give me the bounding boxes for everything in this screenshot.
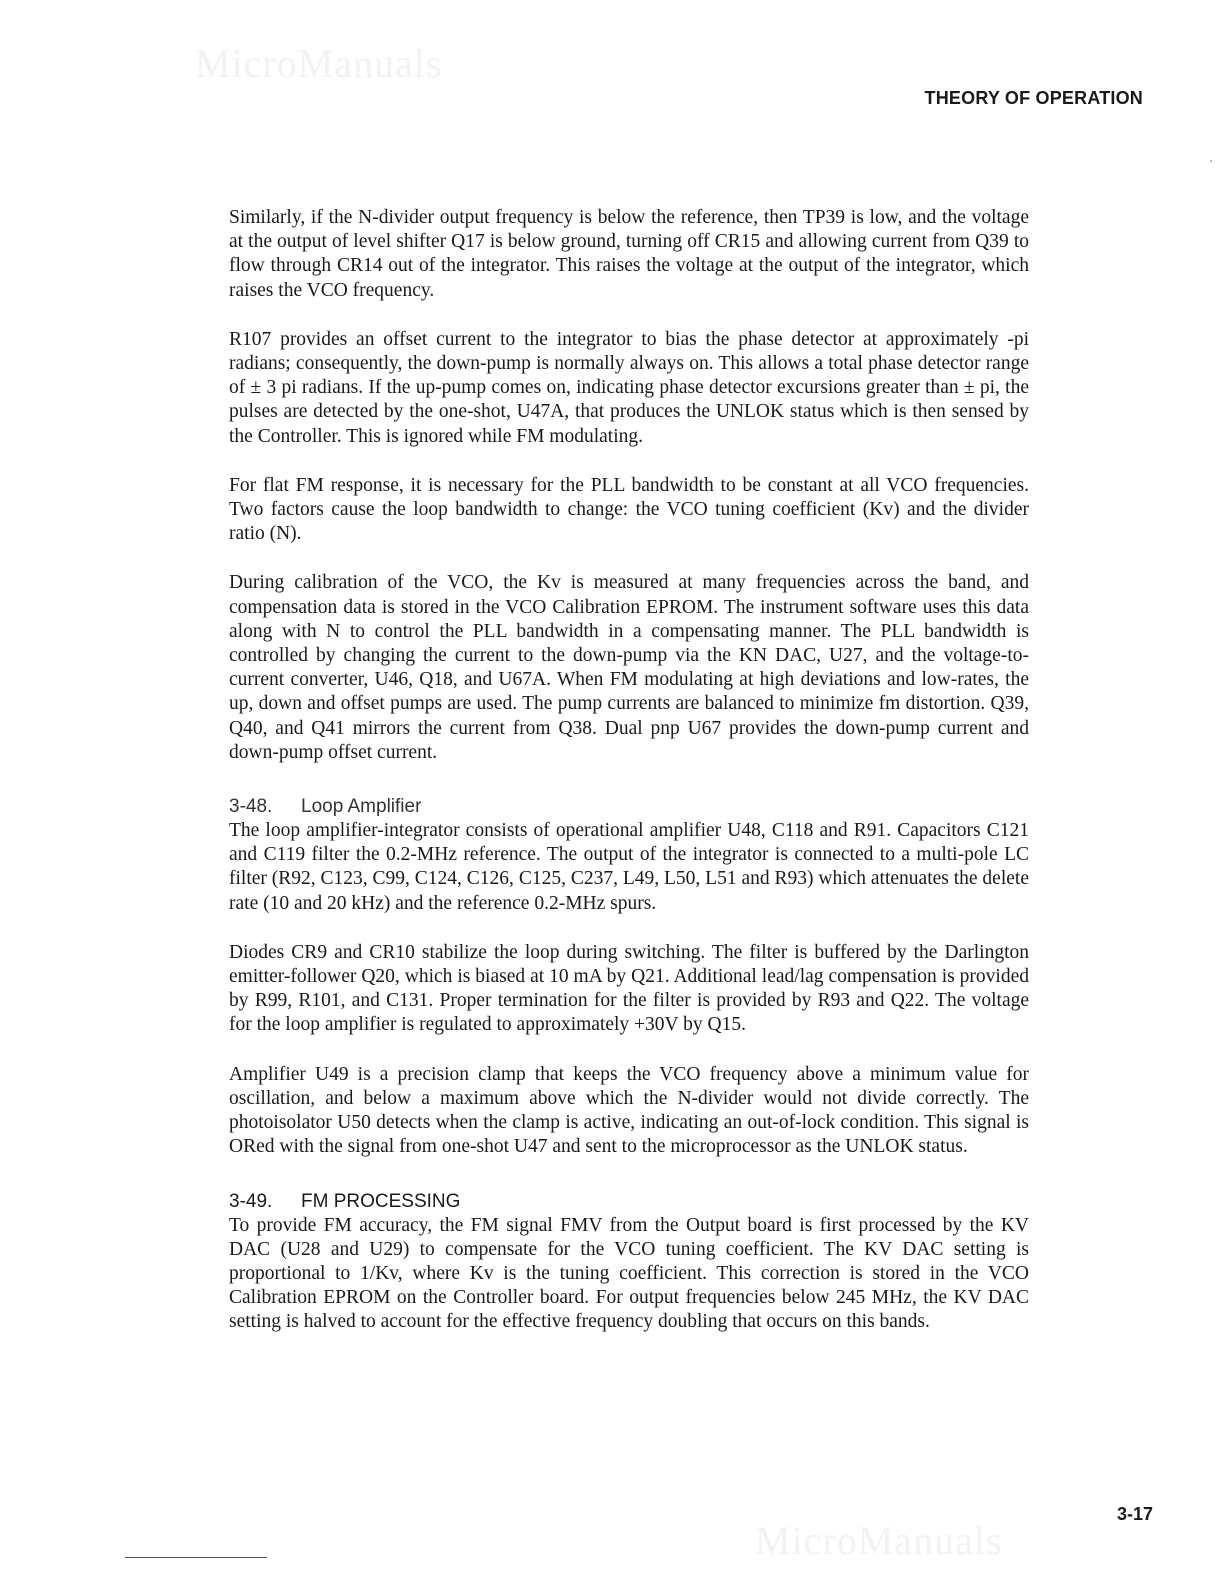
running-header: THEORY OF OPERATION: [924, 88, 1143, 108]
section-title: Loop Amplifier: [301, 796, 422, 818]
paragraph-r107-offset: R107 provides an offset current to the integrator to bias the phase detector at approximately -pi radians; consequently, the down-pump is normally always on. This allows a total phase detector range of ± 3 pi radians. If the up-pump comes on, indicating phase detector excursions greater than ± pi, the pulses are detected by the one-shot, U47A, that produces the UNLOK status which is then sensed by the Controller. This is ignored while FM modulating.: [229, 328, 1029, 447]
paragraph-amplifier-u49: Amplifier U49 is a precision clamp that keeps the VCO frequency above a minimum value for oscillation, and below a maximum above which the N-divider would not divide correctly. The photoisolator U50 detects when the clamp is active, indicating an out-of-lock condition. This signal is ORed with the signal from one-shot U47 and sent to the microprocessor as the UNLOK status.: [229, 1063, 1029, 1158]
page-number: 3-17: [1116, 1504, 1153, 1524]
watermark-bottom: MicroManuals: [755, 1518, 1003, 1563]
section-title: FM PROCESSING: [301, 1190, 461, 1212]
section-heading-3-48: [229, 796, 1029, 818]
section-number: 3-49.: [229, 1190, 273, 1212]
edge-mark: [1210, 160, 1212, 162]
page-body: [229, 206, 1029, 1360]
paragraph-flat-fm-response: For flat FM response, it is necessary for the PLL bandwidth to be constant at all VCO frequencies. Two factors cause the loop bandwidth to change: the VCO tuning coefficient (Kv) and the divider ratio (N).: [229, 474, 1029, 545]
footer-rule: [125, 1557, 267, 1558]
paragraph-nd-below-reference: Similarly, if the N-divider output frequency is below the reference, then TP39 is low, and the voltage at the output of level shifter Q17 is below ground, turning off CR15 and allowing current from Q39 to flow through CR14 out of the integrator. This raises the voltage at the output of the integrator, which raises the VCO frequency.: [229, 207, 1029, 301]
section-number: 3-48.: [229, 796, 273, 818]
paragraph-vco-calibration: During calibration of the VCO, the Kv is measured at many frequencies across the band, and compensation data is stored in the VCO Calibration EPROM. The instrument software uses this data along with N to control the PLL bandwidth in a compensating manner. The PLL bandwidth is controlled by changing the current to the down-pump via the KN DAC, U27, and the voltage-to-current converter, U46, Q18, and U67A. When FM modulating at high deviations and low-rates, the up, down and offset pumps are used. The pump currents are balanced to minimize fm distortion. Q39, Q40, and Q41 mirrors the current from Q38. Dual pnp U67 provides the down-pump current and down-pump offset current.: [229, 572, 1029, 763]
section-heading-3-49: [229, 1191, 1029, 1213]
paragraph-fm-accuracy: To provide FM accuracy, the FM signal FMV from the Output board is first processed by the KV DAC (U28 and U29) to compensate for the VCO tuning coefficient. The KV DAC setting is proportional to 1/Kv, where Kv is the tuning coefficient. This correction is stored in the VCO Calibration EPROM on the Controller board. For output frequencies below 245 MHz, the KV DAC setting is halved to account for the effective frequency doubling that occurs on this bands.: [229, 1214, 1029, 1333]
paragraph-loop-amp-integrator: The loop amplifier-integrator consists of operational amplifier U48, C118 and R91. Capacitors C121 and C119 filter the 0.2-MHz reference. The output of the integrator is connected to a multi-pole LC filter (R92, C123, C99, C124, C126, C125, C237, L49, L50, L51 and R93) which attenuates the delete rate (10 and 20 kHz) and the reference 0.2-MHz spurs.: [229, 820, 1029, 914]
watermark-top: MicroManuals: [195, 41, 443, 86]
paragraph-diodes-cr9-cr10: Diodes CR9 and CR10 stabilize the loop during switching. The filter is buffered by the Darlington emitter-follower Q20, which is biased at 10 mA by Q21. Additional lead/lag compensation is provided by R99, R101, and C131. Proper termination for the filter is provided by R93 and Q22. The voltage for the loop amplifier is regulated to approximately +30V by Q15.: [229, 941, 1029, 1036]
